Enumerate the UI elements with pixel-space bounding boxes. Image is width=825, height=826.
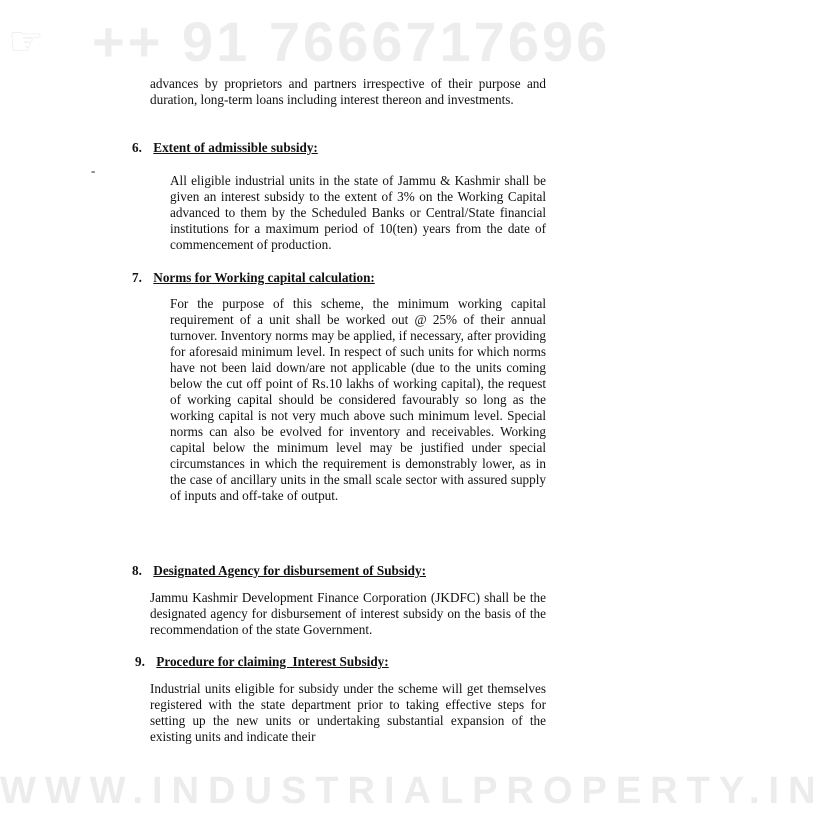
section-title: Extent of admissible subsidy: <box>153 140 318 155</box>
stray-mark: - <box>91 163 96 178</box>
section-heading-8 <box>132 563 426 579</box>
section-body-7: For the purpose of this scheme, the minimum working capital requirement of a unit shall be worked out @ 25% of their annual turnover. Inventory norms may be applied, if necessary, after providing for aforesaid minimum level. In respect of such units for which norms have not been laid down/are not applicable (due to the units coming below the cut off point of Rs.10 lakhs of working capital), the request of working capital should be considered favourably so long as the working capital is not very much above such minimum level. Special norms can also be evolved for inventory and receivables. Working capital below the minimum level may be justified under special circumstances in which the requirement is demonstrably lower, as in the case of ancillary units in the small scale sector with assured supply of inputs and off-take of output. <box>170 296 546 503</box>
section-title: Norms for Working capital calculation: <box>153 270 375 285</box>
intro-paragraph: advances by proprietors and partners irrespective of their purpose and duration, long-term loans including interest thereon and investments. <box>150 76 546 107</box>
watermark-website: WWW.INDUSTRIALPROPERTY.IN <box>0 770 825 812</box>
section-heading-7 <box>132 270 375 286</box>
section-body-6: All eligible industrial units in the state of Jammu & Kashmir shall be given an interest subsidy to the extent of 3% on the Working Capital advanced to them by the Scheduled Banks or Central/State financial institutions for a maximum period of 10(ten) years from the date of commencement of production. <box>170 173 546 252</box>
section-number: 9. <box>135 654 145 669</box>
section-number: 8. <box>132 563 142 578</box>
watermark-phone: ++ 91 7666717696 <box>92 10 611 73</box>
section-number: 7. <box>132 270 142 285</box>
section-body-8: Jammu Kashmir Development Finance Corporation (JKDFC) shall be the designated agency for disbursement of interest subsidy on the basis of the recommendation of the state Government. <box>150 590 546 637</box>
section-number: 6. <box>132 140 142 155</box>
section-title: Procedure for claiming Interest Subsidy: <box>156 654 389 669</box>
pointing-hand-icon: ☞ <box>8 20 47 64</box>
section-title: Designated Agency for disbursement of Subsidy: <box>153 563 426 578</box>
section-heading-9 <box>135 654 389 670</box>
section-heading-6 <box>132 140 318 156</box>
section-body-9: Industrial units eligible for subsidy under the scheme will get themselves registered with the state department prior to taking effective steps for setting up the new units or undertaking substantial expansion of the existing units and indicate their <box>150 681 546 744</box>
